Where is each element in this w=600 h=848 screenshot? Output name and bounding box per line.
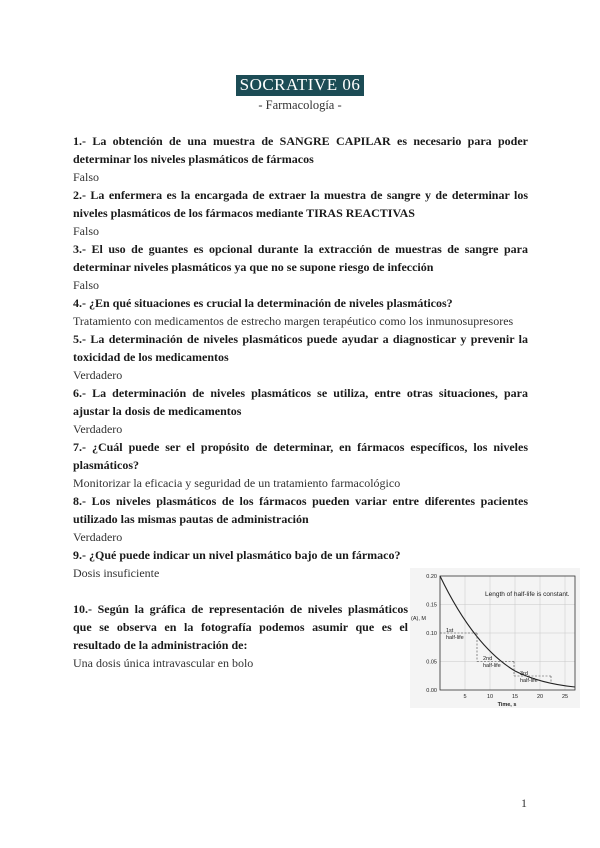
label-3rd: 3rd <box>520 671 528 677</box>
answer-9: Dosis insuficiente <box>73 566 160 580</box>
answer-2: Falso <box>73 224 100 238</box>
question-6: 6.- La determinación de niveles plasmáticos se utiliza, entre otras situaciones, para ajustar la dosis de medicamentos <box>73 386 528 418</box>
xtick-label: 5 <box>463 694 467 700</box>
answer-1: Falso <box>73 170 100 184</box>
half-life-graph-photo <box>410 568 580 708</box>
question-8: 8.- Los niveles plasmáticos de los fármacos pueden variar entre diferentes pacientes utilizado las mismas pautas de administración <box>73 494 528 526</box>
figure-annotation: Length of half-life is constant. <box>485 591 570 598</box>
ytick-label: 0.20 <box>426 574 437 580</box>
xtick-label: 25 <box>561 694 569 700</box>
page-number: 1 <box>521 796 527 810</box>
ytick-label: 0.10 <box>426 631 437 637</box>
answer-7: Monitorizar la eficacia y seguridad de un tratamiento farmacológico <box>73 476 401 490</box>
answer-3: Falso <box>73 278 100 292</box>
xtick-label: 15 <box>511 694 519 700</box>
question-3: 3.- El uso de guantes es opcional durante la extracción de muestras de sangre para determinar niveles plasmáticos ya que no se supone riesgo de infección <box>73 242 528 274</box>
question-10: 10.- Según la gráfica de representación de niveles plasmáticos que se observa en la fotografía podemos asumir que es el resultado de la administración de: <box>73 602 408 652</box>
ytick-label: 0.05 <box>426 659 437 666</box>
xtick-label: 10 <box>486 694 494 700</box>
answer-5: Verdadero <box>73 368 123 382</box>
answer-6: Verdadero <box>73 422 123 436</box>
label-1st-halflife: half-life <box>446 635 464 641</box>
title-wrap <box>0 75 600 96</box>
xtick-label: 20 <box>536 694 544 700</box>
question-2: 2.- La enfermera es la encargada de extraer la muestra de sangre y de determinar los niveles plasmáticos de los fármacos mediante TIRAS REACTIVAS <box>73 188 528 220</box>
question-1: 1.- La obtención de una muestra de SANGRE CAPILAR es necesario para poder determinar los niveles plasmáticos de fármacos <box>73 134 528 166</box>
x-axis-label: Time, s <box>497 702 517 708</box>
label-3rd-halflife: half-life <box>520 678 538 684</box>
label-1st: 1st <box>446 628 454 634</box>
question-4: 4.- ¿En qué situaciones es crucial la determinación de niveles plasmáticos? <box>73 296 453 310</box>
label-2nd-halflife: half-life <box>483 663 501 669</box>
question-7: 7.- ¿Cuál puede ser el propósito de determinar, en fármacos específicos, los niveles plasmáticos? <box>73 440 528 472</box>
question-5: 5.- La determinación de niveles plasmáticos puede ayudar a diagnosticar y prevenir la toxicidad de los medicamentos <box>73 332 528 364</box>
half-life-graph <box>410 568 580 708</box>
question-9: 9.- ¿Qué puede indicar un nivel plasmático bajo de un fármaco? <box>73 548 401 562</box>
ytick-label: 0.00 <box>426 688 437 694</box>
answer-8: Verdadero <box>73 530 123 544</box>
document-title: SOCRATIVE 06 <box>236 75 365 96</box>
y-axis-label: (A), M <box>411 616 426 622</box>
label-2nd: 2nd <box>483 656 493 662</box>
document-subtitle: - Farmacología - <box>258 98 342 112</box>
ytick-label: 0.15 <box>426 602 437 609</box>
answer-10: Una dosis única intravascular en bolo <box>73 656 254 670</box>
answer-4: Tratamiento con medicamentos de estrecho margen terapéutico como los inmunosupresores <box>73 314 514 328</box>
photo-background <box>410 568 580 708</box>
